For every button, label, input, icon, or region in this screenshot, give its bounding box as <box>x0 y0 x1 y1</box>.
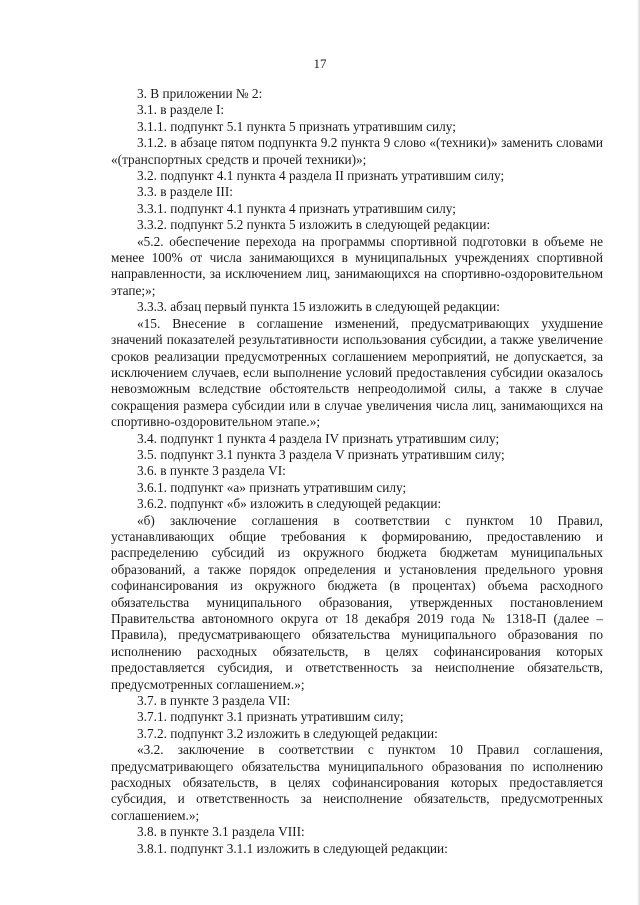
paragraph: 3.4. подпункт 1 пункта 4 раздела IV признать утратившим силу; <box>137 430 500 446</box>
page-number: 17 <box>313 56 327 71</box>
paragraph: 3.6.2. подпункт «б» изложить в следующей редакции: <box>137 496 442 512</box>
paragraph: 3.3. в разделе III: <box>137 184 233 200</box>
paragraph: 3.1.2. в абзаце пятом подпункта 9.2 пункта 9 слово «(техники)» заменить словами «(транспортных средств и прочей техники)»; <box>111 135 603 167</box>
paragraph: 3.2. подпункт 4.1 пункта 4 раздела II признать утратившим силу; <box>137 168 505 184</box>
paragraph: 3.7.2. подпункт 3.2 изложить в следующей редакции: <box>137 725 438 741</box>
paragraph: 3.7. в пункте 3 раздела VII: <box>137 693 291 709</box>
paragraph: 3.7.1. подпункт 3.1 признать утратившим силу; <box>137 709 404 725</box>
paragraph: 3. В приложении № 2: <box>137 86 263 101</box>
paragraph: 3.3.1. подпункт 4.1 пункта 4 признать утратившим силу; <box>137 200 456 216</box>
paragraph: 3.6.1. подпункт «а» признать утратившим силу; <box>137 479 407 495</box>
paragraph: 3.8.1. подпункт 3.1.1 изложить в следующей редакции: <box>137 840 448 856</box>
paragraph: «б) заключение соглашения в соответствии с пунктом 10 Правил, устанавливающих общие требования к формированию, предоставлению и распределению субсидий из окружного бюджета бюджетам муниципальных образований, а также порядок определения и установления предельного уровня софинансирования из окружного бюджета (в процентах) объема расходного обязательства муниципального образования, утвержденных постановлением Правительства автономного округа от 18 декабря 2019 года № 1318-П (далее – Правила), предусматривающего обязательства муниципального образования по исполнению расходных обязательств, в целях софинансирования которых предоставляется субсидия, и ответственность за неисполнение обязательств, предусмотренных соглашением.»; <box>111 512 603 692</box>
paragraph: 3.3.3. абзац первый пункта 15 изложить в следующей редакции: <box>137 299 500 315</box>
paragraph: 3.3.2. подпункт 5.2 пункта 5 изложить в следующей редакции: <box>137 217 491 233</box>
paragraph: 3.5. подпункт 3.1 пункта 3 раздела V признать утратившим силу; <box>137 446 505 462</box>
paragraph: 3.8. в пункте 3.1 раздела VIII: <box>137 824 305 840</box>
document-body <box>111 86 603 857</box>
paragraph: «5.2. обеспечение перехода на программы спортивной подготовки в объеме не менее 100% от числа занимающихся в муниципальных учреждениях спортивной направленности, за исключением лиц, занимающихся на спортивно-оздоровительном этапе;»; <box>111 233 603 298</box>
paragraph: 3.6. в пункте 3 раздела VI: <box>137 463 286 479</box>
paragraph: «15. Внесение в соглашение изменений, предусматривающих ухудшение значений показателей результативности использования субсидии, а также увеличение сроков реализации предусмотренных соглашением мероприятий, не допускается, за исключением случаев, если выполнение условий предоставления субсидии оказалось невозможным вследствие обстоятельств непреодолимой силы, а также в случае сокращения размера субсидии или в случае увеличения числа лиц, занимающихся на спортивно-оздоровительном этапе.»; <box>111 315 603 430</box>
paragraph: «3.2. заключение в соответствии с пунктом 10 Правил соглашения, предусматривающего обязательства муниципального образования по исполнению расходных обязательств, в целях софинансирования которых предоставляется субсидия, и ответственность за неисполнение обязательств, предусмотренных соглашением.»; <box>111 742 603 823</box>
paragraph: 3.1.1. подпункт 5.1 пункта 5 признать утратившим силу; <box>137 118 456 134</box>
paragraph: 3.1. в разделе I: <box>137 102 225 118</box>
